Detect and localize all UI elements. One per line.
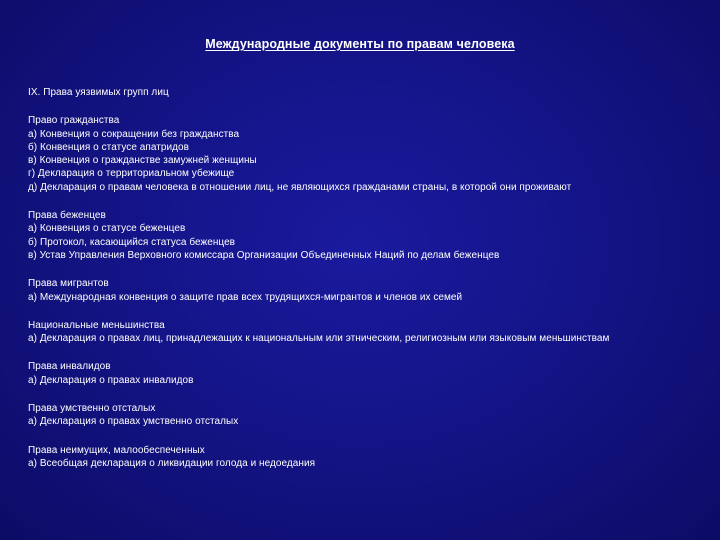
section-title: Права инвалидов — [28, 361, 111, 373]
section-disabled — [28, 360, 698, 387]
section-title: Права беженцев — [28, 210, 106, 222]
list-item: а) Декларация о правах лиц, принадлежащих к национальным или этническим, религиозным или языковым меньшинствам — [28, 333, 610, 345]
section-refugees — [28, 209, 698, 262]
section-migrants — [28, 277, 698, 304]
list-item: а) Декларация о правах умственно отсталых — [28, 416, 239, 428]
section-citizenship — [28, 114, 698, 194]
list-item: д) Декларация о правам человека в отношении лиц, не являющихся гражданами страны, в которой они проживают — [28, 181, 572, 193]
list-item: г) Декларация о территориальном убежище — [28, 168, 235, 180]
section-minorities — [28, 319, 698, 346]
list-item: б) Конвенция о статусе апатридов — [28, 141, 189, 153]
list-item: а) Конвенция о статусе беженцев — [28, 223, 186, 235]
section-title: Права мигрантов — [28, 278, 109, 290]
list-item: в) Конвенция о гражданстве замужней женщины — [28, 155, 257, 167]
slide-title: Международные документы по правам человека — [205, 37, 515, 51]
section-title: Права неимущих, малообеспеченных — [28, 444, 205, 456]
list-item: а) Декларация о правах инвалидов — [28, 374, 194, 386]
section-mentally-retarded — [28, 402, 698, 429]
list-item: а) Конвенция о сокращении без гражданства — [28, 128, 240, 140]
slide-content — [28, 86, 698, 485]
section-title: Права умственно отсталых — [28, 403, 156, 415]
list-item: а) Международная конвенция о защите прав всех трудящихся-мигрантов и членов их семей — [28, 291, 463, 303]
section-poor — [28, 444, 698, 471]
section-title: Право гражданства — [28, 115, 120, 127]
list-item: в) Устав Управления Верховного комиссара Организации Объединенных Наций по делам беженцев — [28, 249, 500, 261]
list-item: а) Всеобщая декларация о ликвидации голода и недоедания — [28, 457, 316, 469]
section-title: Национальные меньшинства — [28, 319, 165, 331]
list-item: б) Протокол, касающийся статуса беженцев — [28, 236, 236, 248]
section-heading: IX. Права уязвимых групп лиц — [28, 87, 169, 98]
